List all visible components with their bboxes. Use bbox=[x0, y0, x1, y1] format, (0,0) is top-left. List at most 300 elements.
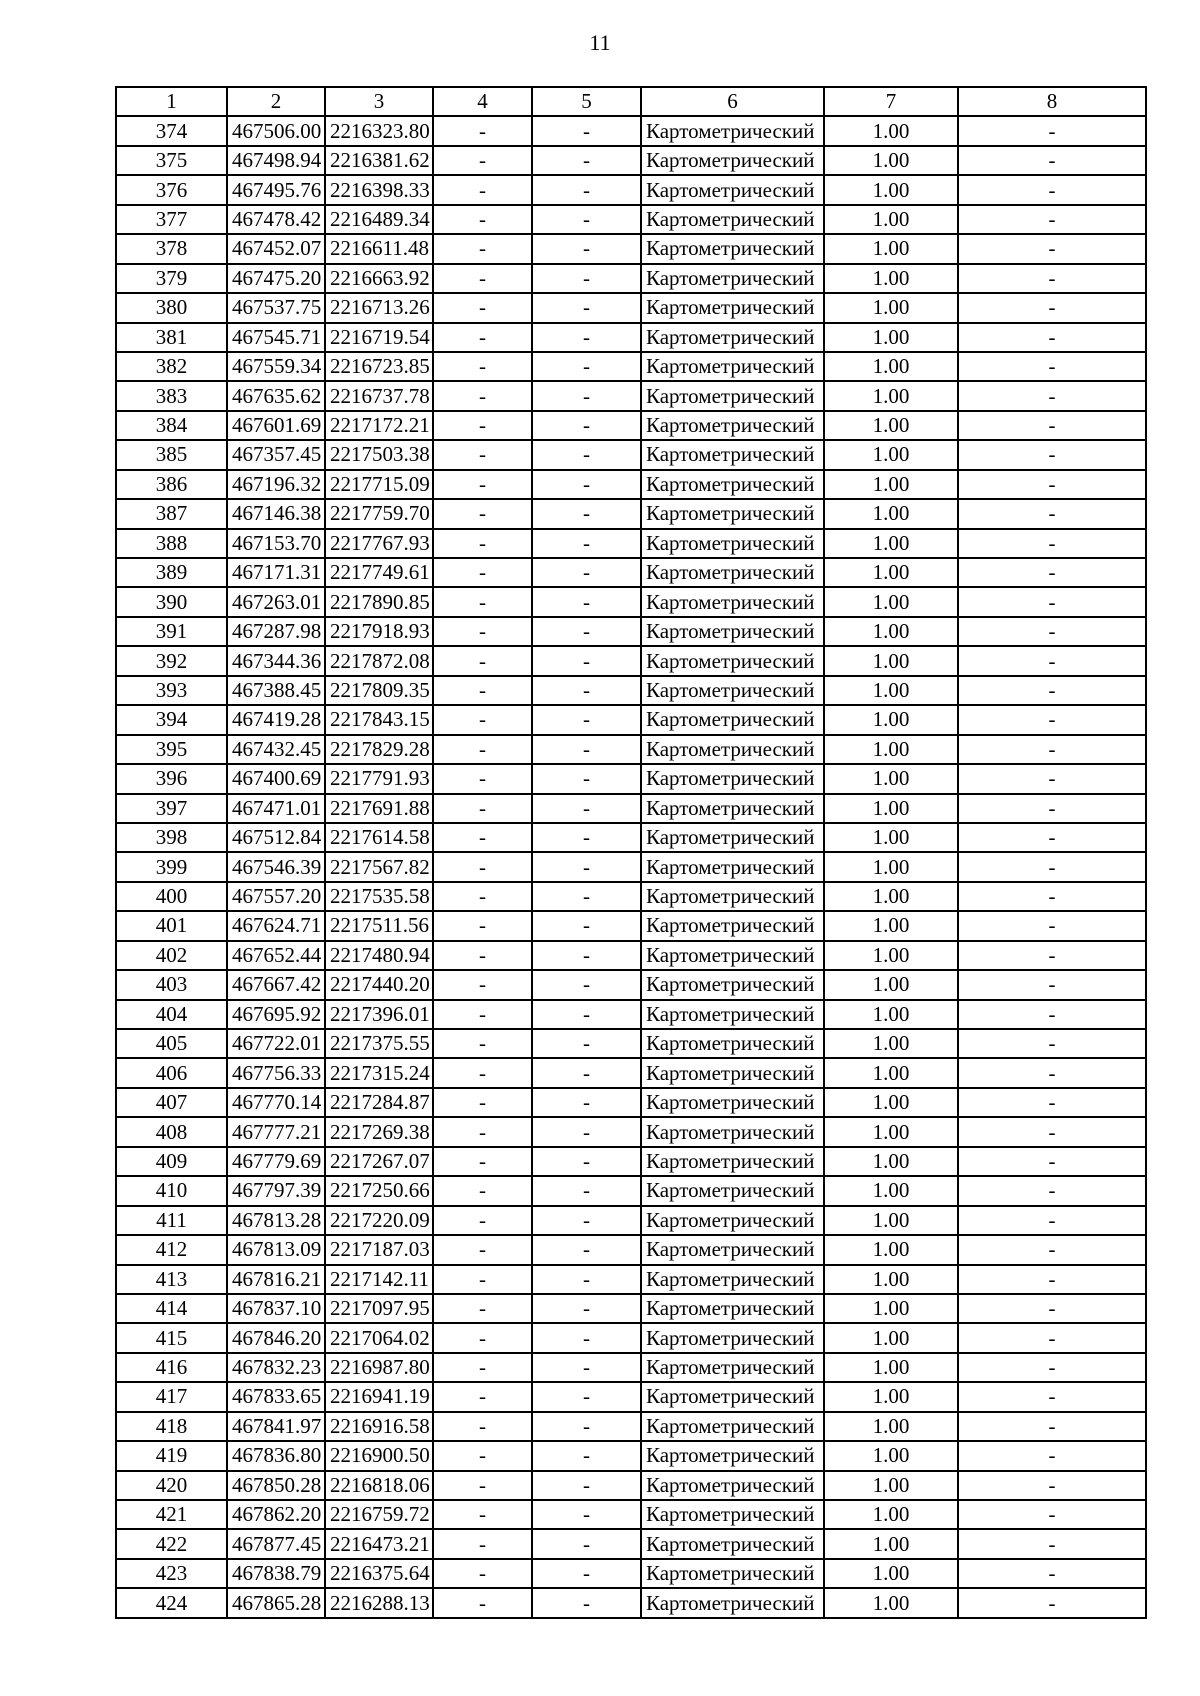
cell-col-4: - bbox=[433, 852, 532, 881]
table-row bbox=[116, 764, 1146, 793]
cell-method: Картометрический bbox=[641, 1382, 824, 1411]
cell-col-5: - bbox=[532, 264, 641, 293]
cell-col-8: - bbox=[958, 1235, 1146, 1264]
cell-coord-y: 2216723.85 bbox=[325, 352, 433, 381]
cell-coord-y: 2217064.02 bbox=[325, 1323, 433, 1352]
cell-coord-x: 467153.70 bbox=[227, 529, 325, 558]
cell-col-8: - bbox=[958, 1412, 1146, 1441]
cell-point-number: 415 bbox=[116, 1323, 227, 1352]
cell-col-4: - bbox=[433, 558, 532, 587]
cell-col-8: - bbox=[958, 911, 1146, 940]
cell-point-number: 398 bbox=[116, 823, 227, 852]
cell-col-4: - bbox=[433, 205, 532, 234]
header-row bbox=[116, 87, 1146, 116]
cell-coord-y: 2217535.58 bbox=[325, 882, 433, 911]
cell-col-8: - bbox=[958, 411, 1146, 440]
cell-coord-x: 467813.28 bbox=[227, 1206, 325, 1235]
cell-col-8: - bbox=[958, 823, 1146, 852]
cell-method: Картометрический bbox=[641, 1000, 824, 1029]
cell-coord-x: 467601.69 bbox=[227, 411, 325, 440]
cell-accuracy: 1.00 bbox=[824, 381, 958, 410]
table-row bbox=[116, 617, 1146, 646]
cell-accuracy: 1.00 bbox=[824, 676, 958, 705]
cell-col-8: - bbox=[958, 146, 1146, 175]
cell-method: Картометрический bbox=[641, 646, 824, 675]
cell-coord-y: 2217829.28 bbox=[325, 735, 433, 764]
table-row bbox=[116, 1441, 1146, 1470]
cell-col-4: - bbox=[433, 1471, 532, 1500]
cell-accuracy: 1.00 bbox=[824, 264, 958, 293]
cell-method: Картометрический bbox=[641, 1559, 824, 1588]
cell-col-8: - bbox=[958, 1588, 1146, 1617]
cell-accuracy: 1.00 bbox=[824, 794, 958, 823]
cell-accuracy: 1.00 bbox=[824, 1029, 958, 1058]
table-row bbox=[116, 1265, 1146, 1294]
cell-col-8: - bbox=[958, 529, 1146, 558]
cell-col-4: - bbox=[433, 264, 532, 293]
cell-coord-x: 467545.71 bbox=[227, 323, 325, 352]
cell-col-5: - bbox=[532, 234, 641, 263]
cell-col-5: - bbox=[532, 1529, 641, 1558]
cell-point-number: 380 bbox=[116, 293, 227, 322]
cell-point-number: 394 bbox=[116, 705, 227, 734]
cell-col-8: - bbox=[958, 1029, 1146, 1058]
cell-col-8: - bbox=[958, 1176, 1146, 1205]
cell-point-number: 418 bbox=[116, 1412, 227, 1441]
cell-col-5: - bbox=[532, 587, 641, 616]
table-row bbox=[116, 1294, 1146, 1323]
cell-accuracy: 1.00 bbox=[824, 764, 958, 793]
table-row bbox=[116, 205, 1146, 234]
table-row bbox=[116, 646, 1146, 675]
cell-col-4: - bbox=[433, 470, 532, 499]
cell-coord-y: 2217142.11 bbox=[325, 1265, 433, 1294]
cell-method: Картометрический bbox=[641, 558, 824, 587]
cell-coord-x: 467624.71 bbox=[227, 911, 325, 940]
table-row bbox=[116, 411, 1146, 440]
cell-col-5: - bbox=[532, 1235, 641, 1264]
cell-point-number: 410 bbox=[116, 1176, 227, 1205]
cell-col-8: - bbox=[958, 499, 1146, 528]
cell-col-5: - bbox=[532, 941, 641, 970]
cell-method: Картометрический bbox=[641, 234, 824, 263]
cell-col-5: - bbox=[532, 1588, 641, 1617]
cell-col-4: - bbox=[433, 1058, 532, 1087]
cell-accuracy: 1.00 bbox=[824, 205, 958, 234]
table-row bbox=[116, 1206, 1146, 1235]
cell-col-5: - bbox=[532, 352, 641, 381]
cell-coord-x: 467667.42 bbox=[227, 970, 325, 999]
cell-col-8: - bbox=[958, 264, 1146, 293]
cell-coord-x: 467779.69 bbox=[227, 1147, 325, 1176]
table-row bbox=[116, 587, 1146, 616]
cell-coord-x: 467537.75 bbox=[227, 293, 325, 322]
cell-method: Картометрический bbox=[641, 264, 824, 293]
cell-accuracy: 1.00 bbox=[824, 587, 958, 616]
cell-method: Картометрический bbox=[641, 205, 824, 234]
cell-method: Картометрический bbox=[641, 1353, 824, 1382]
cell-col-5: - bbox=[532, 617, 641, 646]
cell-accuracy: 1.00 bbox=[824, 1412, 958, 1441]
cell-col-4: - bbox=[433, 1588, 532, 1617]
cell-point-number: 395 bbox=[116, 735, 227, 764]
cell-accuracy: 1.00 bbox=[824, 823, 958, 852]
cell-method: Картометрический bbox=[641, 323, 824, 352]
table-row bbox=[116, 1176, 1146, 1205]
cell-col-8: - bbox=[958, 1441, 1146, 1470]
cell-coord-y: 2217691.88 bbox=[325, 794, 433, 823]
cell-method: Картометрический bbox=[641, 1441, 824, 1470]
cell-accuracy: 1.00 bbox=[824, 440, 958, 469]
cell-col-8: - bbox=[958, 764, 1146, 793]
cell-accuracy: 1.00 bbox=[824, 1235, 958, 1264]
table-row bbox=[116, 1382, 1146, 1411]
cell-accuracy: 1.00 bbox=[824, 1117, 958, 1146]
cell-coord-y: 2216737.78 bbox=[325, 381, 433, 410]
cell-method: Картометрический bbox=[641, 970, 824, 999]
cell-col-4: - bbox=[433, 911, 532, 940]
cell-col-8: - bbox=[958, 1500, 1146, 1529]
cell-coord-y: 2217843.15 bbox=[325, 705, 433, 734]
cell-method: Картометрический bbox=[641, 470, 824, 499]
cell-coord-y: 2216663.92 bbox=[325, 264, 433, 293]
cell-col-4: - bbox=[433, 764, 532, 793]
cell-col-8: - bbox=[958, 1382, 1146, 1411]
cell-col-5: - bbox=[532, 293, 641, 322]
cell-coord-y: 2217375.55 bbox=[325, 1029, 433, 1058]
cell-col-5: - bbox=[532, 1029, 641, 1058]
cell-col-8: - bbox=[958, 852, 1146, 881]
cell-accuracy: 1.00 bbox=[824, 1382, 958, 1411]
cell-col-8: - bbox=[958, 1088, 1146, 1117]
cell-accuracy: 1.00 bbox=[824, 705, 958, 734]
table-row bbox=[116, 794, 1146, 823]
cell-col-5: - bbox=[532, 175, 641, 204]
cell-col-5: - bbox=[532, 646, 641, 675]
cell-col-4: - bbox=[433, 323, 532, 352]
cell-coord-y: 2216987.80 bbox=[325, 1353, 433, 1382]
cell-accuracy: 1.00 bbox=[824, 1323, 958, 1352]
cell-accuracy: 1.00 bbox=[824, 646, 958, 675]
cell-coord-x: 467478.42 bbox=[227, 205, 325, 234]
cell-method: Картометрический bbox=[641, 146, 824, 175]
cell-accuracy: 1.00 bbox=[824, 1529, 958, 1558]
cell-coord-y: 2217097.95 bbox=[325, 1294, 433, 1323]
cell-accuracy: 1.00 bbox=[824, 852, 958, 881]
cell-accuracy: 1.00 bbox=[824, 1058, 958, 1087]
cell-coord-x: 467833.65 bbox=[227, 1382, 325, 1411]
cell-accuracy: 1.00 bbox=[824, 1500, 958, 1529]
cell-col-8: - bbox=[958, 705, 1146, 734]
cell-point-number: 411 bbox=[116, 1206, 227, 1235]
cell-col-8: - bbox=[958, 293, 1146, 322]
cell-col-8: - bbox=[958, 1058, 1146, 1087]
cell-method: Картометрический bbox=[641, 1058, 824, 1087]
cell-point-number: 404 bbox=[116, 1000, 227, 1029]
cell-coord-y: 2216719.54 bbox=[325, 323, 433, 352]
cell-method: Картометрический bbox=[641, 911, 824, 940]
table-body bbox=[116, 116, 1146, 1617]
cell-col-5: - bbox=[532, 1471, 641, 1500]
cell-accuracy: 1.00 bbox=[824, 116, 958, 145]
cell-col-4: - bbox=[433, 587, 532, 616]
cell-accuracy: 1.00 bbox=[824, 1206, 958, 1235]
cell-method: Картометрический bbox=[641, 882, 824, 911]
cell-point-number: 388 bbox=[116, 529, 227, 558]
cell-accuracy: 1.00 bbox=[824, 1294, 958, 1323]
table-row bbox=[116, 1412, 1146, 1441]
cell-col-5: - bbox=[532, 1265, 641, 1294]
table-row bbox=[116, 970, 1146, 999]
cell-coord-x: 467559.34 bbox=[227, 352, 325, 381]
cell-col-5: - bbox=[532, 1147, 641, 1176]
table-row bbox=[116, 1088, 1146, 1117]
cell-col-4: - bbox=[433, 499, 532, 528]
cell-method: Картометрический bbox=[641, 1117, 824, 1146]
cell-accuracy: 1.00 bbox=[824, 146, 958, 175]
cell-coord-x: 467841.97 bbox=[227, 1412, 325, 1441]
table-row bbox=[116, 293, 1146, 322]
cell-method: Картометрический bbox=[641, 499, 824, 528]
cell-accuracy: 1.00 bbox=[824, 941, 958, 970]
cell-col-8: - bbox=[958, 116, 1146, 145]
cell-method: Картометрический bbox=[641, 293, 824, 322]
cell-point-number: 385 bbox=[116, 440, 227, 469]
column-header: 3 bbox=[325, 87, 433, 116]
cell-col-4: - bbox=[433, 440, 532, 469]
cell-coord-y: 2217250.66 bbox=[325, 1176, 433, 1205]
cell-coord-x: 467836.80 bbox=[227, 1441, 325, 1470]
cell-point-number: 401 bbox=[116, 911, 227, 940]
cell-accuracy: 1.00 bbox=[824, 911, 958, 940]
cell-coord-y: 2216941.19 bbox=[325, 1382, 433, 1411]
cell-col-5: - bbox=[532, 529, 641, 558]
cell-coord-y: 2216375.64 bbox=[325, 1559, 433, 1588]
cell-col-4: - bbox=[433, 941, 532, 970]
cell-point-number: 376 bbox=[116, 175, 227, 204]
cell-method: Картометрический bbox=[641, 1206, 824, 1235]
cell-accuracy: 1.00 bbox=[824, 558, 958, 587]
cell-point-number: 420 bbox=[116, 1471, 227, 1500]
cell-col-5: - bbox=[532, 1088, 641, 1117]
cell-coord-y: 2216713.26 bbox=[325, 293, 433, 322]
cell-col-4: - bbox=[433, 646, 532, 675]
table-row bbox=[116, 1000, 1146, 1029]
column-header: 2 bbox=[227, 87, 325, 116]
cell-col-8: - bbox=[958, 617, 1146, 646]
cell-coord-y: 2217759.70 bbox=[325, 499, 433, 528]
cell-coord-x: 467837.10 bbox=[227, 1294, 325, 1323]
cell-col-4: - bbox=[433, 1382, 532, 1411]
cell-col-4: - bbox=[433, 1559, 532, 1588]
cell-col-4: - bbox=[433, 1147, 532, 1176]
cell-coord-y: 2216759.72 bbox=[325, 1500, 433, 1529]
cell-coord-x: 467557.20 bbox=[227, 882, 325, 911]
cell-coord-x: 467797.39 bbox=[227, 1176, 325, 1205]
cell-coord-x: 467475.20 bbox=[227, 264, 325, 293]
cell-method: Картометрический bbox=[641, 823, 824, 852]
cell-col-4: - bbox=[433, 1294, 532, 1323]
cell-coord-y: 2216611.48 bbox=[325, 234, 433, 263]
cell-coord-x: 467146.38 bbox=[227, 499, 325, 528]
cell-accuracy: 1.00 bbox=[824, 529, 958, 558]
cell-point-number: 422 bbox=[116, 1529, 227, 1558]
cell-col-5: - bbox=[532, 411, 641, 440]
cell-col-5: - bbox=[532, 1206, 641, 1235]
cell-accuracy: 1.00 bbox=[824, 1441, 958, 1470]
cell-coord-y: 2217396.01 bbox=[325, 1000, 433, 1029]
cell-point-number: 406 bbox=[116, 1058, 227, 1087]
cell-col-5: - bbox=[532, 911, 641, 940]
table-row bbox=[116, 352, 1146, 381]
column-header: 5 bbox=[532, 87, 641, 116]
table-row bbox=[116, 1117, 1146, 1146]
table-row bbox=[116, 1353, 1146, 1382]
cell-coord-x: 467196.32 bbox=[227, 470, 325, 499]
cell-col-8: - bbox=[958, 381, 1146, 410]
cell-coord-y: 2217890.85 bbox=[325, 587, 433, 616]
cell-method: Картометрический bbox=[641, 1088, 824, 1117]
cell-col-4: - bbox=[433, 882, 532, 911]
cell-coord-y: 2217480.94 bbox=[325, 941, 433, 970]
table-row bbox=[116, 234, 1146, 263]
cell-method: Картометрический bbox=[641, 735, 824, 764]
cell-col-5: - bbox=[532, 470, 641, 499]
table-row bbox=[116, 1235, 1146, 1264]
cell-col-4: - bbox=[433, 234, 532, 263]
cell-col-4: - bbox=[433, 1500, 532, 1529]
table-row bbox=[116, 116, 1146, 145]
cell-accuracy: 1.00 bbox=[824, 352, 958, 381]
cell-coord-x: 467419.28 bbox=[227, 705, 325, 734]
cell-col-8: - bbox=[958, 587, 1146, 616]
cell-col-5: - bbox=[532, 1000, 641, 1029]
cell-method: Картометрический bbox=[641, 1323, 824, 1352]
table-row bbox=[116, 1559, 1146, 1588]
cell-col-4: - bbox=[433, 352, 532, 381]
cell-accuracy: 1.00 bbox=[824, 735, 958, 764]
cell-col-8: - bbox=[958, 1323, 1146, 1352]
cell-col-8: - bbox=[958, 1471, 1146, 1500]
column-header: 8 bbox=[958, 87, 1146, 116]
cell-col-8: - bbox=[958, 470, 1146, 499]
cell-coord-x: 467546.39 bbox=[227, 852, 325, 881]
cell-col-4: - bbox=[433, 1029, 532, 1058]
cell-coord-x: 467813.09 bbox=[227, 1235, 325, 1264]
cell-coord-y: 2216900.50 bbox=[325, 1441, 433, 1470]
cell-coord-x: 467695.92 bbox=[227, 1000, 325, 1029]
cell-col-8: - bbox=[958, 794, 1146, 823]
table-row bbox=[116, 852, 1146, 881]
cell-method: Картометрический bbox=[641, 1029, 824, 1058]
cell-col-4: - bbox=[433, 293, 532, 322]
cell-coord-x: 467635.62 bbox=[227, 381, 325, 410]
cell-col-5: - bbox=[532, 735, 641, 764]
cell-coord-x: 467512.84 bbox=[227, 823, 325, 852]
cell-col-4: - bbox=[433, 175, 532, 204]
cell-col-4: - bbox=[433, 617, 532, 646]
table-row bbox=[116, 470, 1146, 499]
cell-point-number: 387 bbox=[116, 499, 227, 528]
cell-point-number: 382 bbox=[116, 352, 227, 381]
cell-col-8: - bbox=[958, 735, 1146, 764]
cell-accuracy: 1.00 bbox=[824, 1265, 958, 1294]
cell-coord-x: 467357.45 bbox=[227, 440, 325, 469]
cell-coord-x: 467388.45 bbox=[227, 676, 325, 705]
cell-accuracy: 1.00 bbox=[824, 175, 958, 204]
cell-coord-y: 2217220.09 bbox=[325, 1206, 433, 1235]
cell-coord-x: 467287.98 bbox=[227, 617, 325, 646]
cell-accuracy: 1.00 bbox=[824, 970, 958, 999]
table-row bbox=[116, 1147, 1146, 1176]
table-row bbox=[116, 882, 1146, 911]
cell-accuracy: 1.00 bbox=[824, 1471, 958, 1500]
cell-method: Картометрический bbox=[641, 1529, 824, 1558]
cell-col-4: - bbox=[433, 1088, 532, 1117]
cell-coord-x: 467652.44 bbox=[227, 941, 325, 970]
cell-col-8: - bbox=[958, 234, 1146, 263]
cell-coord-y: 2217440.20 bbox=[325, 970, 433, 999]
cell-coord-y: 2217187.03 bbox=[325, 1235, 433, 1264]
cell-coord-y: 2216288.13 bbox=[325, 1588, 433, 1617]
cell-coord-y: 2217567.82 bbox=[325, 852, 433, 881]
cell-col-4: - bbox=[433, 1000, 532, 1029]
cell-coord-y: 2217267.07 bbox=[325, 1147, 433, 1176]
cell-col-8: - bbox=[958, 1294, 1146, 1323]
cell-coord-y: 2217284.87 bbox=[325, 1088, 433, 1117]
cell-col-4: - bbox=[433, 794, 532, 823]
cell-col-5: - bbox=[532, 1294, 641, 1323]
cell-point-number: 375 bbox=[116, 146, 227, 175]
cell-accuracy: 1.00 bbox=[824, 1588, 958, 1617]
cell-coord-x: 467471.01 bbox=[227, 794, 325, 823]
cell-coord-x: 467838.79 bbox=[227, 1559, 325, 1588]
cell-method: Картометрический bbox=[641, 381, 824, 410]
cell-accuracy: 1.00 bbox=[824, 323, 958, 352]
page-number: 11 bbox=[589, 30, 611, 55]
cell-method: Картометрический bbox=[641, 794, 824, 823]
cell-col-8: - bbox=[958, 1117, 1146, 1146]
cell-coord-y: 2216323.80 bbox=[325, 116, 433, 145]
table-row bbox=[116, 264, 1146, 293]
cell-col-4: - bbox=[433, 116, 532, 145]
cell-coord-x: 467495.76 bbox=[227, 175, 325, 204]
cell-col-5: - bbox=[532, 116, 641, 145]
cell-method: Картометрический bbox=[641, 1500, 824, 1529]
cell-point-number: 416 bbox=[116, 1353, 227, 1382]
cell-point-number: 424 bbox=[116, 1588, 227, 1617]
table-row bbox=[116, 823, 1146, 852]
column-header: 7 bbox=[824, 87, 958, 116]
cell-col-4: - bbox=[433, 705, 532, 734]
cell-col-4: - bbox=[433, 1235, 532, 1264]
cell-col-4: - bbox=[433, 1412, 532, 1441]
cell-coord-y: 2217791.93 bbox=[325, 764, 433, 793]
cell-accuracy: 1.00 bbox=[824, 499, 958, 528]
table-row bbox=[116, 1500, 1146, 1529]
cell-col-5: - bbox=[532, 323, 641, 352]
cell-coord-y: 2216398.33 bbox=[325, 175, 433, 204]
cell-coord-y: 2216489.34 bbox=[325, 205, 433, 234]
cell-col-4: - bbox=[433, 1529, 532, 1558]
cell-col-5: - bbox=[532, 440, 641, 469]
cell-point-number: 379 bbox=[116, 264, 227, 293]
cell-col-4: - bbox=[433, 823, 532, 852]
cell-method: Картометрический bbox=[641, 440, 824, 469]
cell-col-4: - bbox=[433, 1265, 532, 1294]
cell-col-4: - bbox=[433, 1117, 532, 1146]
cell-col-5: - bbox=[532, 205, 641, 234]
